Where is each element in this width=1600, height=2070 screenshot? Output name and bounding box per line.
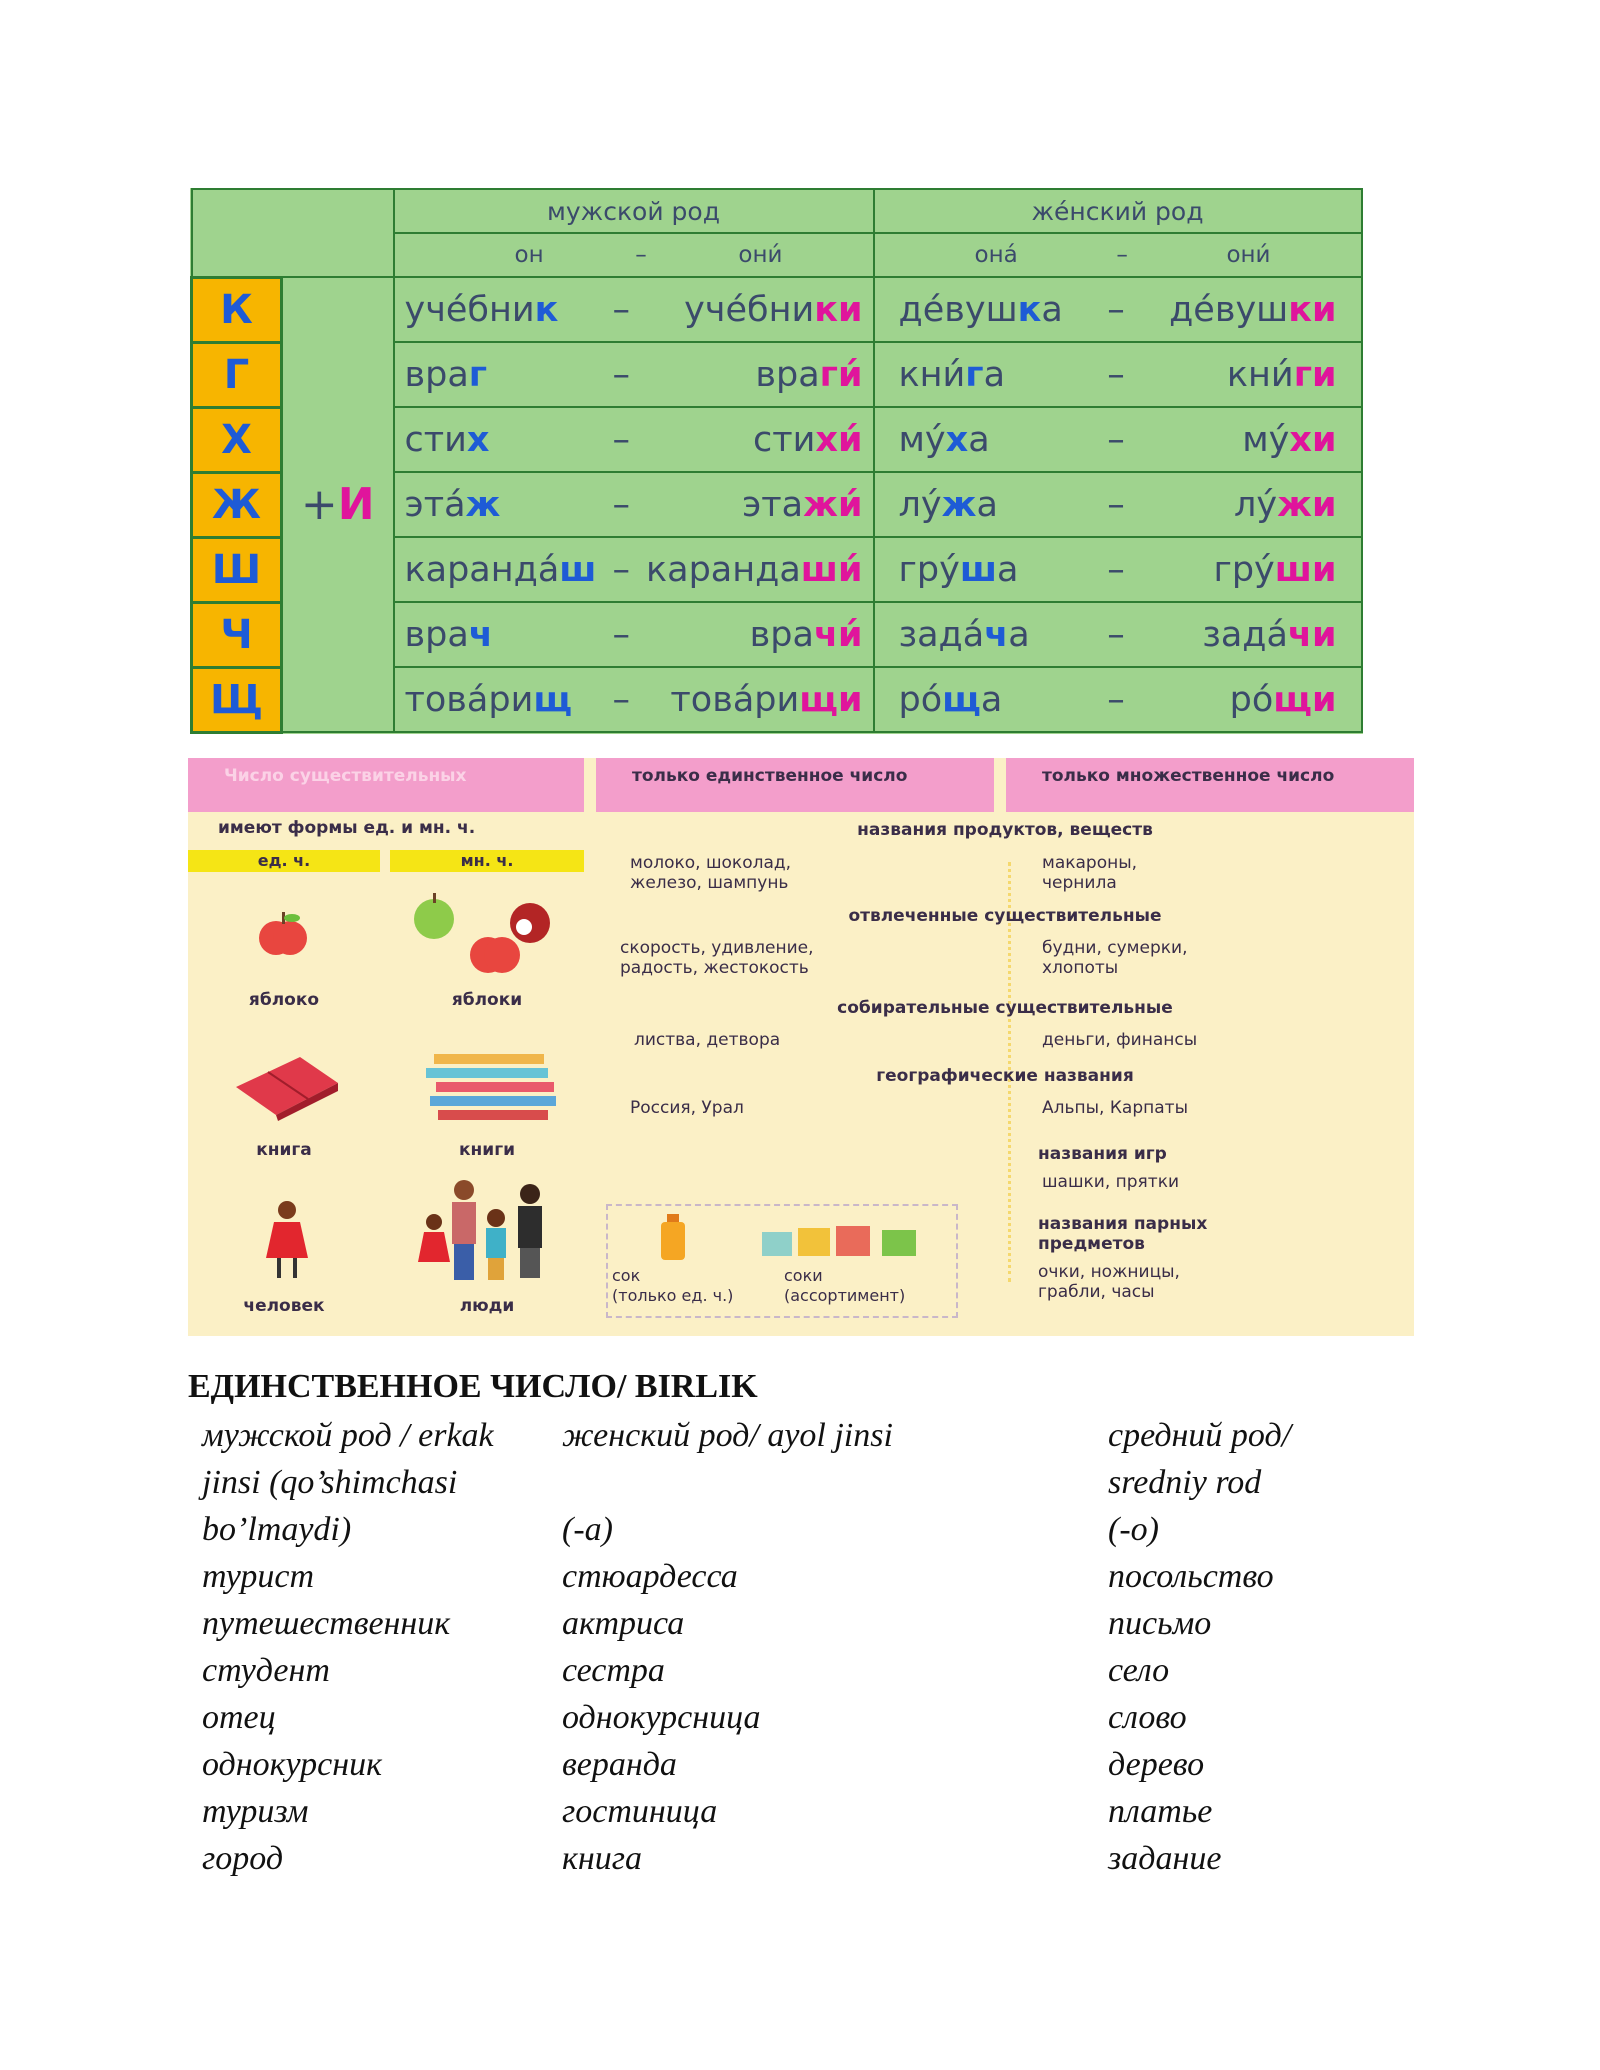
feminine-pair <box>874 472 1362 537</box>
juice-singular-label: сок (только ед. ч.) <box>612 1266 734 1305</box>
word-list-item: (-о) <box>1108 1511 1159 1548</box>
dash: – <box>1116 242 1128 268</box>
plural-endings-table <box>190 188 1363 734</box>
singular-examples: Россия, Урал <box>630 1098 744 1118</box>
masculine-pair <box>394 667 874 732</box>
word-list-item: средний род/ <box>1108 1417 1292 1454</box>
header-plural-only: только множественное число <box>1006 758 1414 812</box>
masculine-pair <box>394 472 874 537</box>
feminine-plural-word: мýхи <box>1242 419 1337 460</box>
plural-examples: макароны, чернила <box>1042 853 1138 893</box>
singular-label: ед. ч. <box>188 850 380 872</box>
pair-plural-word: люди <box>459 1296 515 1316</box>
word-list-item: стюардесса <box>562 1558 738 1595</box>
juice-bottle-icon <box>658 1214 688 1262</box>
dash: – <box>1107 549 1125 590</box>
masculine-plural-word: враги́ <box>755 354 863 395</box>
word-list-item: дерево <box>1108 1746 1205 1783</box>
dash: – <box>612 419 630 460</box>
word-list-item: посольство <box>1108 1558 1274 1595</box>
word-list-item: село <box>1108 1652 1170 1689</box>
singular-examples: листва, детвора <box>634 1030 781 1050</box>
dash: – <box>1107 484 1125 525</box>
masculine-plural-word: стихи́ <box>753 419 863 460</box>
feminine-pair <box>874 277 1362 342</box>
consonant-letter: Ш <box>192 537 282 602</box>
dash: – <box>612 679 630 720</box>
feminine-singular-word: лýжа <box>898 484 998 525</box>
masculine-pair <box>394 602 874 667</box>
word-list-item: слово <box>1108 1699 1187 1736</box>
pair-singular-word: человек <box>243 1296 325 1316</box>
books-icon <box>424 1048 564 1128</box>
pair-plural-word: яблоки <box>451 990 523 1010</box>
feminine-singular-word: дéвушка <box>898 289 1063 330</box>
singular-examples: скорость, удивление, радость, жестокость <box>620 938 814 978</box>
plural-row <box>192 277 1362 342</box>
feminine-pair <box>874 407 1362 472</box>
category-title: названия продуктов, веществ <box>857 820 1153 840</box>
dash: – <box>612 614 630 655</box>
masculine-plural-word: учéбники <box>684 289 863 330</box>
category-title: отвлеченные существительные <box>848 906 1162 926</box>
word-list-item: сестра <box>562 1652 665 1689</box>
people-icon <box>414 1178 564 1286</box>
dash: – <box>1107 354 1125 395</box>
pair-singular-word: книга <box>256 1140 312 1160</box>
apples-icon <box>408 893 558 983</box>
juice-boxes-icon <box>762 1224 932 1258</box>
plus-i-ending: +И <box>282 277 394 732</box>
masculine-singular-word: стих <box>404 419 490 460</box>
word-list-item: (-а) <box>562 1511 613 1548</box>
category-title: собирательные существительные <box>837 998 1173 1018</box>
word-list-item: гостиница <box>562 1793 718 1830</box>
header-feminine: жéнский род <box>874 189 1362 233</box>
masculine-singular-word: врач <box>404 614 493 655</box>
masculine-singular-word: этáж <box>404 484 501 525</box>
word-list-item: sredniy rod <box>1108 1464 1262 1501</box>
dash: – <box>612 549 630 590</box>
masculine-plural-word: карандаши́ <box>646 549 863 590</box>
consonant-letter: Щ <box>192 667 282 732</box>
book-icon <box>232 1053 342 1123</box>
masculine-pair <box>394 537 874 602</box>
masc-plural-pronoun: они́ <box>738 242 783 268</box>
feminine-pair <box>874 537 1362 602</box>
neuter-column <box>1108 1412 1291 1882</box>
feminine-plural-word: грýши <box>1213 549 1337 590</box>
feminine-singular-word: задáча <box>898 614 1030 655</box>
masculine-pair <box>394 407 874 472</box>
dash: – <box>1107 679 1125 720</box>
word-list-item: однокурсница <box>562 1699 761 1736</box>
masculine-plural-word: врачи́ <box>749 614 863 655</box>
plural-rows <box>192 277 1362 732</box>
subheader-masculine <box>394 233 874 277</box>
feminine-singular-word: рóща <box>898 679 1003 720</box>
word-list-item: задание <box>1108 1840 1222 1877</box>
feminine-pair <box>874 667 1362 732</box>
dash: – <box>612 484 630 525</box>
word-list-item: книга <box>562 1840 643 1877</box>
feminine-pair <box>874 342 1362 407</box>
header-masculine: мужской род <box>394 189 874 233</box>
noun-number-infographic <box>188 758 1414 1336</box>
masculine-singular-word: учéбник <box>404 289 559 330</box>
pair-singular-word: яблоко <box>248 990 320 1010</box>
dash: – <box>612 289 630 330</box>
consonant-letter: Ж <box>192 472 282 537</box>
pair-plural-word: книги <box>459 1140 515 1160</box>
feminine-singular-word: кни́га <box>898 354 1006 395</box>
feminine-plural-word: рóщи <box>1229 679 1337 720</box>
feminine-plural-word: лýжи <box>1234 484 1337 525</box>
word-list-item: путешественник <box>202 1605 451 1642</box>
masculine-plural-word: товáрищи <box>670 679 863 720</box>
subheader-feminine <box>874 233 1362 277</box>
masculine-pair <box>394 277 874 342</box>
feminine-pair <box>874 602 1362 667</box>
masculine-plural-word: этажи́ <box>742 484 863 525</box>
word-list-item: женский род/ ayol jinsi <box>562 1417 893 1454</box>
word-list-item: bo’lmaydi) <box>202 1511 352 1548</box>
feminine-plural-word: задáчи <box>1202 614 1337 655</box>
word-list-item: актриса <box>562 1605 685 1642</box>
singular-examples: молоко, шоколад, железо, шампунь <box>630 853 792 893</box>
consonant-letter: Г <box>192 342 282 407</box>
dash: – <box>612 354 630 395</box>
word-list-item <box>562 1459 893 1506</box>
word-list-item: город <box>202 1840 284 1877</box>
feminine-singular-word: мýха <box>898 419 990 460</box>
fem-plural-pronoun: они́ <box>1226 242 1271 268</box>
word-list-item: jinsi (qo’shimchasi <box>202 1464 458 1501</box>
masculine-singular-word: карандáш <box>404 549 597 590</box>
header-number-of-nouns: Число существительных <box>188 758 584 812</box>
masculine-singular-word: враг <box>404 354 488 395</box>
plural-label: мн. ч. <box>390 850 584 872</box>
word-list-item: студент <box>202 1652 330 1689</box>
word-list-item: турист <box>202 1558 314 1595</box>
word-list-item: однокурсник <box>202 1746 383 1783</box>
feminine-plural-word: кни́ги <box>1226 354 1337 395</box>
feminine-column <box>562 1412 893 1882</box>
plural-examples: будни, сумерки, хлопоты <box>1042 938 1188 978</box>
dash: – <box>635 242 647 268</box>
dash: – <box>1107 289 1125 330</box>
plural-examples: деньги, финансы <box>1042 1030 1198 1050</box>
person-icon <box>262 1198 312 1282</box>
empty-corner-cell <box>192 189 394 277</box>
word-list-item: отец <box>202 1699 276 1736</box>
apple-icon <box>254 908 312 960</box>
word-list-item: письмо <box>1108 1605 1212 1642</box>
dash: – <box>1107 419 1125 460</box>
masc-singular-pronoun: он <box>514 242 544 268</box>
masculine-singular-word: товáрищ <box>404 679 573 720</box>
juice-plural-label: соки (ассортимент) <box>784 1266 906 1305</box>
consonant-letter: Х <box>192 407 282 472</box>
word-list-item: платье <box>1108 1793 1213 1830</box>
paired-objects-title: названия парных предметов <box>1038 1214 1208 1254</box>
header-singular-only: только единственное число <box>596 758 994 812</box>
games-title: названия игр <box>1038 1144 1167 1164</box>
category-title: географические названия <box>876 1066 1134 1086</box>
consonant-letter: Ч <box>192 602 282 667</box>
section-title: ЕДИНСТВЕННОЕ ЧИСЛО/ BIRLIK <box>188 1368 758 1405</box>
word-list-item: веранда <box>562 1746 677 1783</box>
masculine-column <box>202 1412 494 1882</box>
paired-objects-examples: очки, ножницы, грабли, часы <box>1038 1262 1180 1302</box>
games-examples: шашки, прятки <box>1042 1172 1180 1192</box>
feminine-singular-word: грýша <box>898 549 1019 590</box>
feminine-plural-word: дéвушки <box>1169 289 1337 330</box>
masculine-pair <box>394 342 874 407</box>
word-list-item: мужской род / erkak <box>202 1417 494 1454</box>
plural-examples: Альпы, Карпаты <box>1042 1098 1188 1118</box>
dash: – <box>1107 614 1125 655</box>
word-list-item: туризм <box>202 1793 309 1830</box>
fem-singular-pronoun: онá <box>974 242 1018 268</box>
consonant-letter: К <box>192 277 282 342</box>
both-forms-label: имеют формы ед. и мн. ч. <box>218 818 476 838</box>
